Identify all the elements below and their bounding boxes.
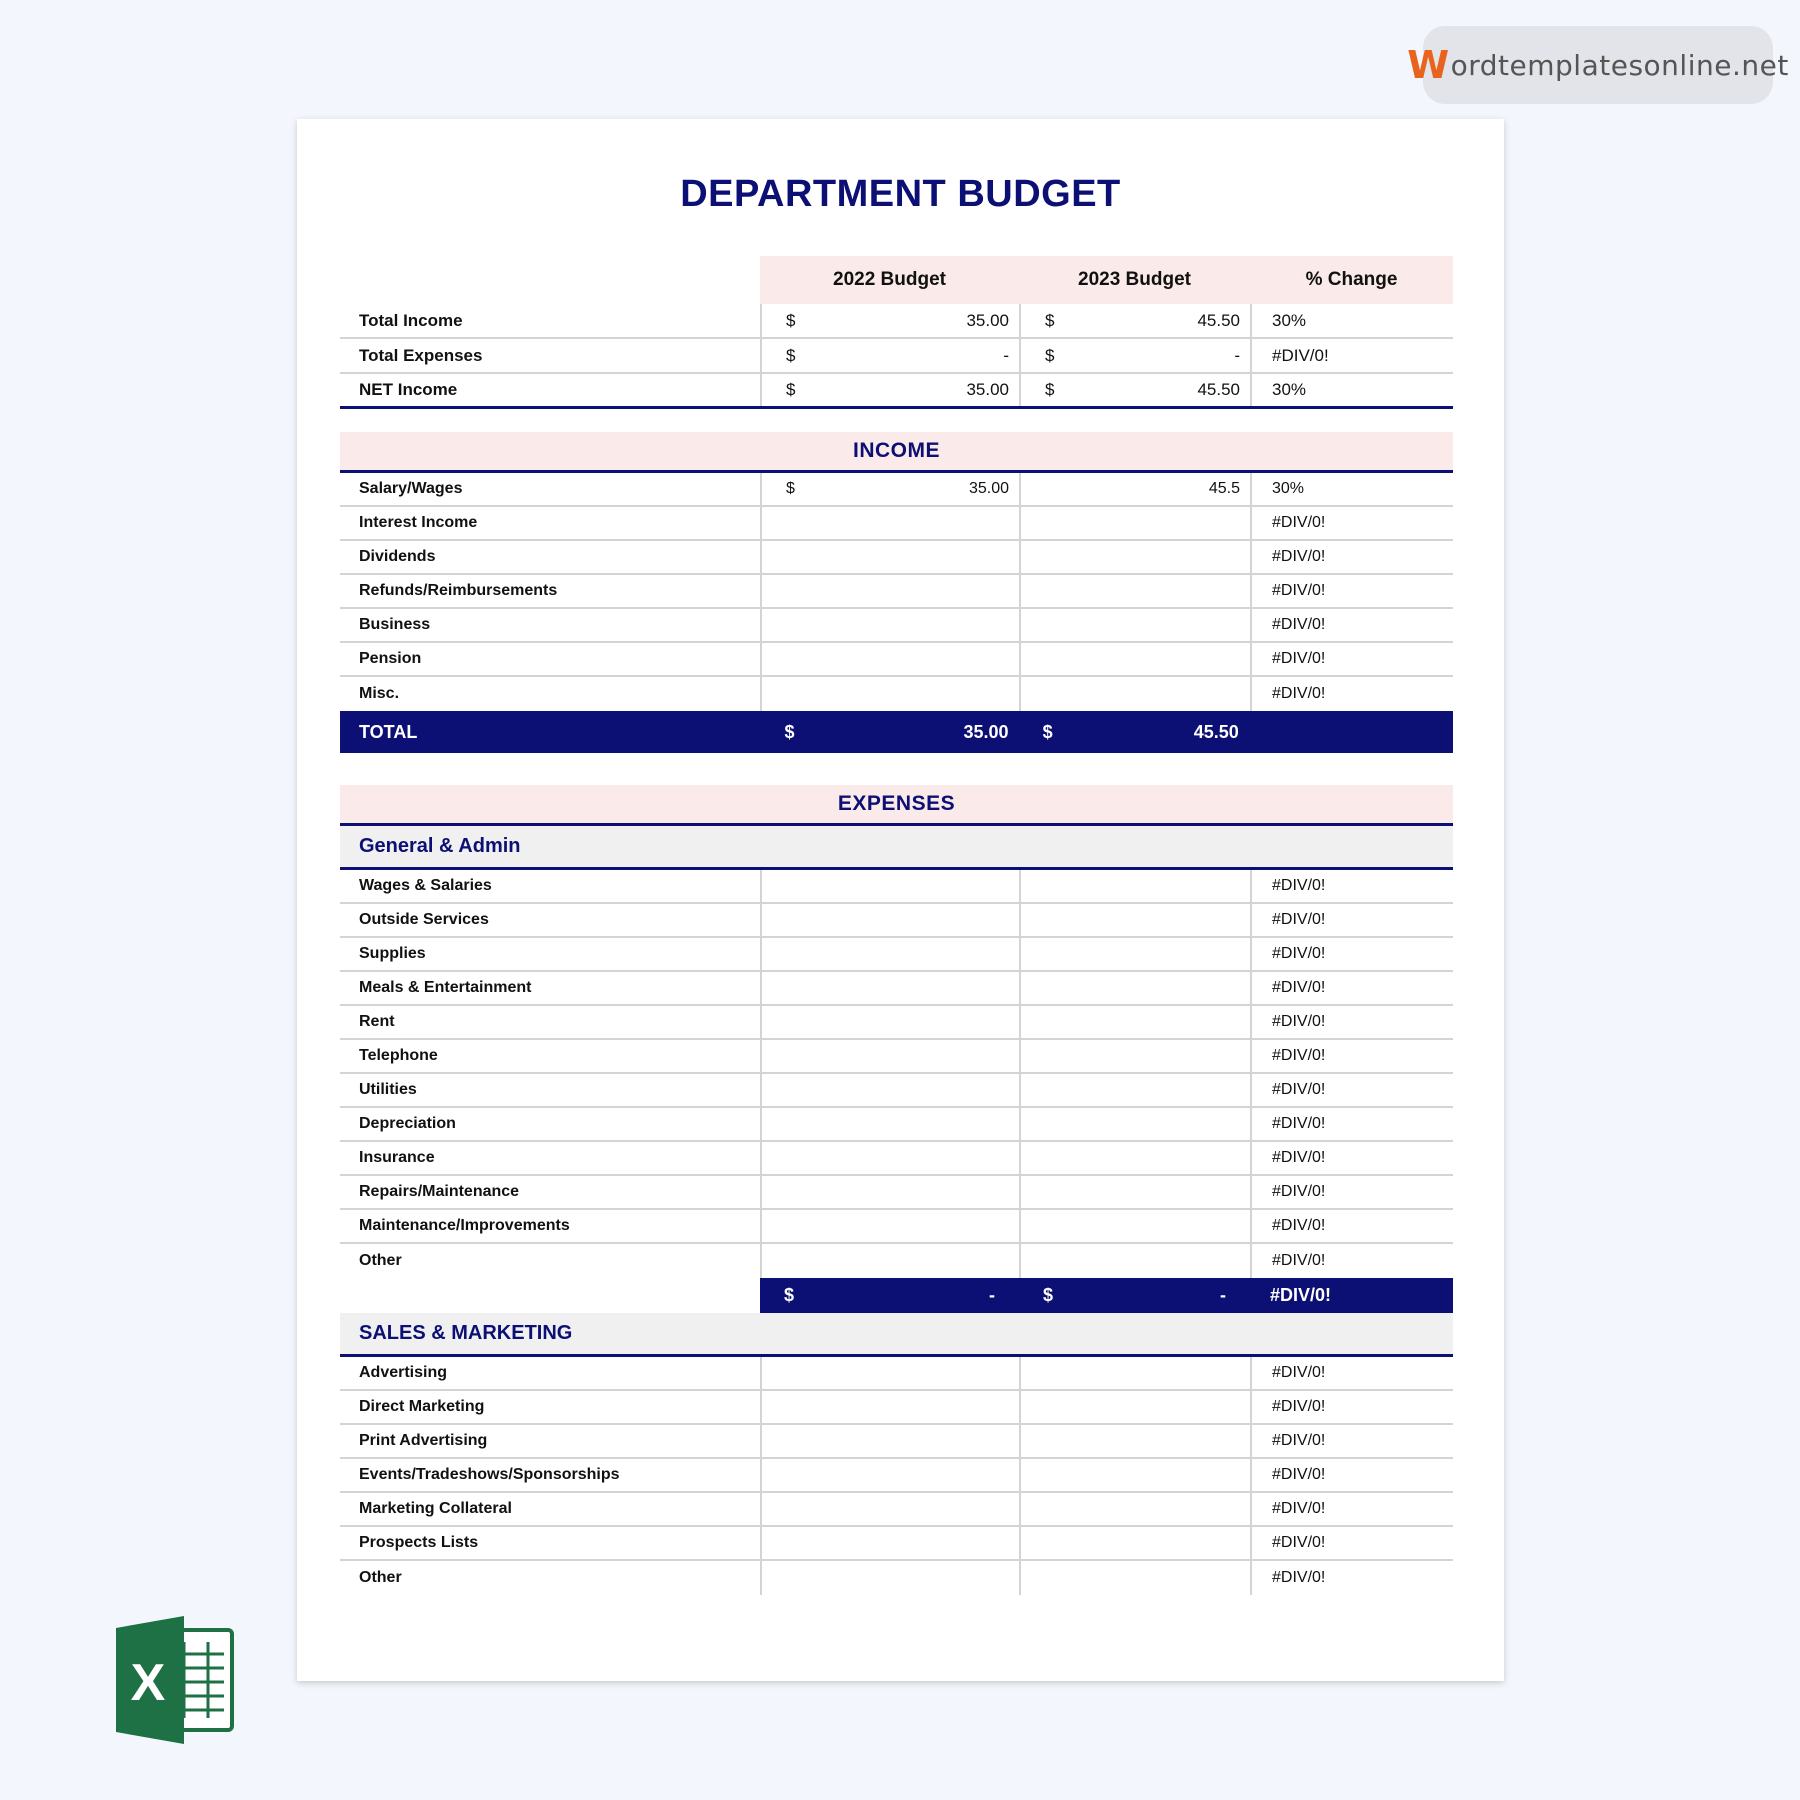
general-admin-row-2023	[1019, 870, 1250, 902]
document-page	[297, 119, 1504, 1681]
general-admin-heading: General & Admin	[340, 826, 1453, 870]
sales-marketing-row-label: Advertising	[359, 1364, 448, 1381]
general-admin-row-2022	[760, 1142, 1019, 1174]
income-row	[340, 643, 1453, 677]
sales-marketing-row-2023	[1019, 1425, 1250, 1457]
general-admin-row-label: Maintenance/Improvements	[359, 1217, 570, 1234]
general-admin-row-pct: #DIV/0!	[1250, 1108, 1453, 1140]
general-admin-row	[340, 1074, 1453, 1108]
income-row-label: Pension	[359, 650, 422, 667]
summary-row-label: NET Income	[359, 380, 458, 399]
summary-row-2022-value: 35.00	[966, 310, 1009, 330]
general-admin-row-pct: #DIV/0!	[1250, 1210, 1453, 1242]
summary-row-pct: #DIV/0!	[1250, 339, 1453, 372]
sales-marketing-row-2023	[1019, 1527, 1250, 1559]
general-admin-row	[340, 938, 1453, 972]
general-admin-row-2022	[760, 938, 1019, 970]
summary-row-2022	[760, 304, 1019, 337]
summary-row-2023-value: -	[1234, 345, 1240, 365]
income-row	[340, 575, 1453, 609]
general-admin-row-2022	[760, 1006, 1019, 1038]
subtotal-2023-value: -	[1220, 1285, 1226, 1305]
summary-row	[340, 374, 1453, 409]
subtotal-pct: #DIV/0!	[1250, 1278, 1453, 1313]
general-admin-row-label: Utilities	[359, 1081, 417, 1098]
general-admin-row-2022	[760, 904, 1019, 936]
watermark-initial: W	[1407, 43, 1450, 87]
income-row-2022	[760, 473, 1019, 505]
income-heading: INCOME	[340, 432, 1453, 473]
sales-marketing-row-2022	[760, 1527, 1019, 1559]
sales-marketing-row	[340, 1357, 1453, 1391]
general-admin-row-2023	[1019, 1176, 1250, 1208]
income-row-2022	[760, 541, 1019, 573]
subtotal-2022-currency: $	[784, 1285, 795, 1305]
sales-marketing-row	[340, 1561, 1453, 1595]
summary-row	[340, 304, 1453, 339]
income-row-2022	[760, 609, 1019, 641]
general-admin-row-pct: #DIV/0!	[1250, 1006, 1453, 1038]
general-admin-row-pct: #DIV/0!	[1250, 1176, 1453, 1208]
general-admin-row-2023	[1019, 1040, 1250, 1072]
summary-row-label: Total Income	[359, 310, 463, 330]
header-blank	[340, 256, 760, 304]
sales-marketing-row-2022	[760, 1459, 1019, 1491]
sales-marketing-heading: SALES & MARKETING	[340, 1313, 1453, 1357]
income-row	[340, 473, 1453, 507]
sales-marketing-row-2022	[760, 1561, 1019, 1595]
income-row-pct: #DIV/0!	[1250, 507, 1453, 539]
summary-row-2023	[1019, 374, 1250, 406]
income-row-label: Refunds/Reimbursements	[359, 582, 558, 599]
sales-marketing-row-pct: #DIV/0!	[1250, 1561, 1453, 1595]
general-admin-row-pct: #DIV/0!	[1250, 938, 1453, 970]
income-row	[340, 677, 1453, 711]
total-2022	[760, 713, 1018, 751]
summary-row-label: Total Expenses	[359, 345, 483, 365]
general-admin-row	[340, 1244, 1453, 1278]
income-row-pct: #DIV/0!	[1250, 541, 1453, 573]
subtotal-2022-value: -	[989, 1285, 995, 1305]
income-row-label: Salary/Wages	[359, 480, 463, 497]
excel-icon	[112, 1616, 240, 1744]
subtotal-blank	[340, 1278, 760, 1313]
column-2023-budget: 2023 Budget	[1019, 256, 1250, 304]
sales-marketing-row-pct: #DIV/0!	[1250, 1493, 1453, 1525]
general-admin-row-label: Repairs/Maintenance	[359, 1183, 520, 1200]
summary-row-2023	[1019, 339, 1250, 372]
sales-marketing-row-2022	[760, 1391, 1019, 1423]
income-row-2022	[760, 677, 1019, 711]
general-admin-row-2022	[760, 972, 1019, 1004]
summary-row-pct: 30%	[1250, 304, 1453, 337]
summary-row-2022-currency: $	[786, 310, 796, 330]
general-admin-row-2022	[760, 1210, 1019, 1242]
general-admin-row	[340, 1210, 1453, 1244]
general-admin-row-pct: #DIV/0!	[1250, 972, 1453, 1004]
income-row-label: Dividends	[359, 548, 436, 565]
general-admin-row-2023	[1019, 1244, 1250, 1278]
income-row	[340, 609, 1453, 643]
total-2023	[1019, 713, 1249, 751]
general-admin-row-2022	[760, 1074, 1019, 1106]
summary-row-2022-currency: $	[786, 380, 796, 399]
general-admin-row	[340, 1006, 1453, 1040]
sales-marketing-row	[340, 1493, 1453, 1527]
sales-marketing-row	[340, 1459, 1453, 1493]
expenses-heading: EXPENSES	[340, 785, 1453, 826]
total-2022-value: 35.00	[963, 721, 1009, 742]
income-row-pct: #DIV/0!	[1250, 609, 1453, 641]
income-row-2023	[1019, 541, 1250, 573]
general-admin-row	[340, 1108, 1453, 1142]
sales-marketing-row-2023	[1019, 1357, 1250, 1389]
general-admin-row	[340, 972, 1453, 1006]
income-row-label: Business	[359, 616, 431, 633]
general-admin-row-2023	[1019, 1210, 1250, 1242]
total-2023-currency: $	[1042, 721, 1053, 742]
income-row-2022	[760, 507, 1019, 539]
sales-marketing-row	[340, 1425, 1453, 1459]
summary-row-2023	[1019, 304, 1250, 337]
income-row-2023-value: 45.5	[1208, 480, 1240, 497]
sales-marketing-row	[340, 1391, 1453, 1425]
general-admin-row-label: Meals & Entertainment	[359, 979, 532, 996]
general-admin-row-2023	[1019, 1006, 1250, 1038]
sales-marketing-row-pct: #DIV/0!	[1250, 1391, 1453, 1423]
income-row-pct: #DIV/0!	[1250, 677, 1453, 711]
summary-row-2022-currency: $	[786, 345, 796, 365]
excel-icon-letter: X	[130, 1654, 166, 1712]
general-admin-row-2023	[1019, 1074, 1250, 1106]
general-admin-row-pct: #DIV/0!	[1250, 1040, 1453, 1072]
income-row-2022	[760, 643, 1019, 675]
summary-row-2022-value: 35.00	[966, 380, 1009, 399]
income-row	[340, 507, 1453, 541]
summary-row-2023-currency: $	[1045, 310, 1055, 330]
general-admin-row-2022	[760, 1108, 1019, 1140]
total-2022-currency: $	[784, 721, 795, 742]
general-admin-row-label: Other	[359, 1252, 402, 1269]
general-admin-row-label: Outside Services	[359, 911, 489, 928]
summary-row-2022-value: -	[1003, 345, 1009, 365]
summary-header	[340, 256, 1453, 304]
income-row-2023	[1019, 473, 1250, 505]
general-admin-row-2022	[760, 1040, 1019, 1072]
total-2023-value: 45.50	[1193, 721, 1239, 742]
income-row-pct: #DIV/0!	[1250, 575, 1453, 607]
summary-row-2023-currency: $	[1045, 345, 1055, 365]
general-admin-row-label: Telephone	[359, 1047, 438, 1064]
general-admin-row-label: Insurance	[359, 1149, 435, 1166]
summary-row-2022	[760, 339, 1019, 372]
subtotal-2023-currency: $	[1043, 1285, 1054, 1305]
sales-marketing-row-pct: #DIV/0!	[1250, 1527, 1453, 1559]
summary-row-2023-value: 45.50	[1197, 380, 1240, 399]
column-2022-budget: 2022 Budget	[760, 256, 1019, 304]
sales-marketing-row-2022	[760, 1357, 1019, 1389]
sales-marketing-row-label: Print Advertising	[359, 1432, 488, 1449]
income-row-2023	[1019, 677, 1250, 711]
general-admin-row-pct: #DIV/0!	[1250, 904, 1453, 936]
sales-marketing-row	[340, 1527, 1453, 1561]
income-row-label: Misc.	[359, 685, 400, 702]
income-section	[340, 432, 1453, 753]
summary-row-2023-currency: $	[1045, 380, 1055, 399]
general-admin-row-2022	[760, 1244, 1019, 1278]
general-admin-row-pct: #DIV/0!	[1250, 1074, 1453, 1106]
income-row-2022-currency: $	[786, 480, 795, 497]
summary-row-pct: 30%	[1250, 374, 1453, 406]
sales-marketing-row-2023	[1019, 1493, 1250, 1525]
sales-marketing-row-label: Prospects Lists	[359, 1534, 479, 1551]
sales-marketing-row-label: Events/Tradeshows/Sponsorships	[359, 1466, 620, 1483]
general-admin-row-label: Depreciation	[359, 1115, 456, 1132]
total-label: TOTAL	[359, 721, 418, 742]
general-admin-row-2022	[760, 870, 1019, 902]
income-row-label: Interest Income	[359, 514, 478, 531]
income-row	[340, 541, 1453, 575]
sales-marketing-row-2022	[760, 1425, 1019, 1457]
income-row-pct: #DIV/0!	[1250, 643, 1453, 675]
income-row-pct: 30%	[1250, 473, 1453, 505]
sales-marketing-row-label: Other	[359, 1569, 402, 1586]
income-row-2023	[1019, 507, 1250, 539]
page-title: DEPARTMENT BUDGET	[680, 173, 1121, 215]
general-admin-row-2023	[1019, 1108, 1250, 1140]
income-row-2022-value: 35.00	[968, 480, 1009, 497]
general-admin-row-label: Rent	[359, 1013, 395, 1030]
total-pct	[1249, 713, 1451, 751]
expenses-section	[340, 785, 1453, 1595]
general-admin-row	[340, 904, 1453, 938]
sales-marketing-row-pct: #DIV/0!	[1250, 1459, 1453, 1491]
sales-marketing-row-pct: #DIV/0!	[1250, 1425, 1453, 1457]
general-admin-row	[340, 1040, 1453, 1074]
sales-marketing-row-2023	[1019, 1459, 1250, 1491]
general-admin-row-pct: #DIV/0!	[1250, 1244, 1453, 1278]
general-admin-row-2023	[1019, 972, 1250, 1004]
summary-row	[340, 339, 1453, 374]
sales-marketing-row-pct: #DIV/0!	[1250, 1357, 1453, 1389]
column-pct-change: % Change	[1250, 256, 1453, 304]
sales-marketing-row-2023	[1019, 1561, 1250, 1595]
watermark-text: ordtemplatesonline.net	[1450, 48, 1789, 82]
general-admin-row-2023	[1019, 938, 1250, 970]
income-row-2023	[1019, 575, 1250, 607]
general-admin-row-label: Wages & Salaries	[359, 877, 492, 894]
subtotal-2022	[760, 1278, 1019, 1313]
general-admin-row-2022	[760, 1176, 1019, 1208]
general-admin-row-pct: #DIV/0!	[1250, 870, 1453, 902]
sales-marketing-row-2023	[1019, 1391, 1250, 1423]
income-row-2023	[1019, 643, 1250, 675]
general-admin-row	[340, 870, 1453, 904]
subtotal-2023	[1019, 1278, 1250, 1313]
summary-row-2023-value: 45.50	[1197, 310, 1240, 330]
summary-row-2022	[760, 374, 1019, 406]
income-total-row	[340, 711, 1453, 753]
general-admin-row-2023	[1019, 1142, 1250, 1174]
general-admin-row	[340, 1176, 1453, 1210]
sales-marketing-row-2022	[760, 1493, 1019, 1525]
general-admin-row	[340, 1142, 1453, 1176]
general-admin-subtotal	[340, 1278, 1453, 1313]
sales-marketing-row-label: Marketing Collateral	[359, 1500, 512, 1517]
general-admin-row-pct: #DIV/0!	[1250, 1142, 1453, 1174]
general-admin-row-2023	[1019, 904, 1250, 936]
summary-table	[340, 256, 1453, 409]
watermark-logo	[1407, 26, 1789, 104]
sales-marketing-row-label: Direct Marketing	[359, 1398, 485, 1415]
income-row-2023	[1019, 609, 1250, 641]
general-admin-row-label: Supplies	[359, 945, 426, 962]
income-row-2022	[760, 575, 1019, 607]
